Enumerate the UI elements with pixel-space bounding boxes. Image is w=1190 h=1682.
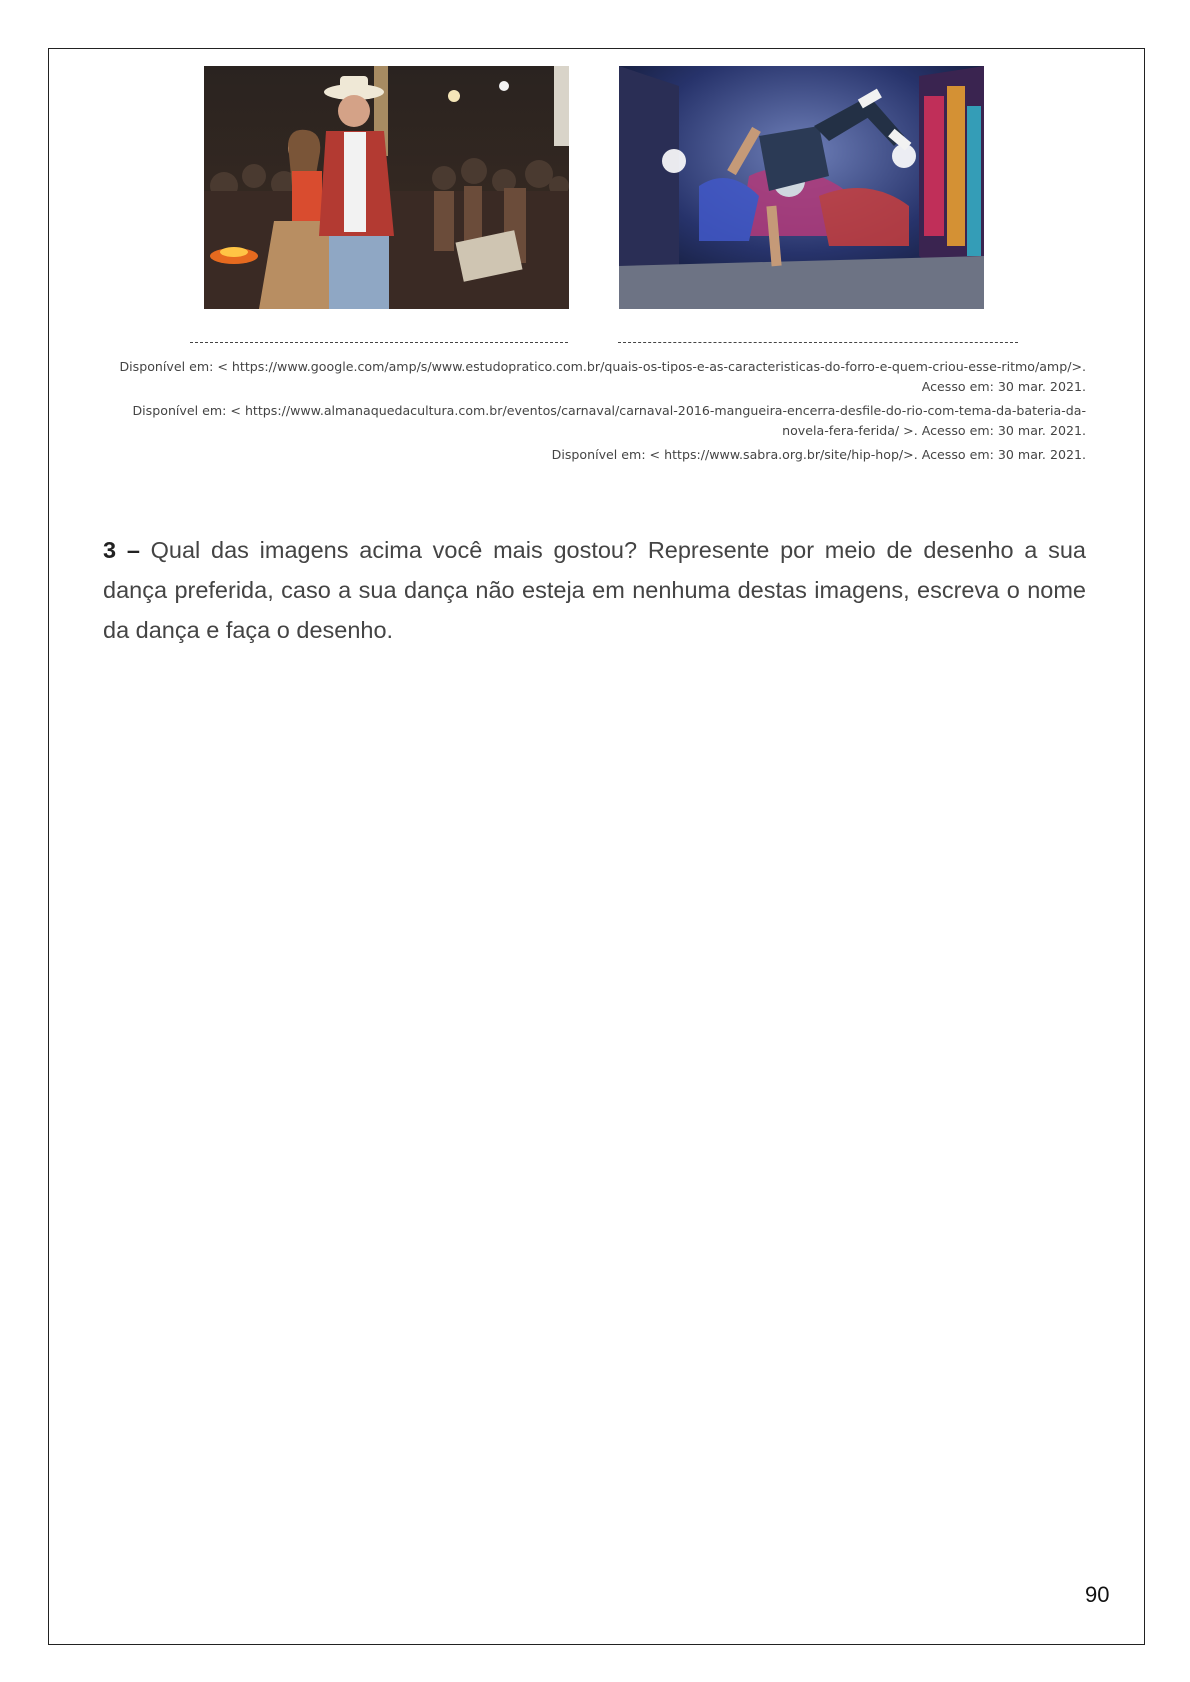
question-number: 3 – xyxy=(103,537,140,563)
source-citation: Disponível em: < https://www.almanaquedacultura.com.br/eventos/carnaval/carnaval-2016-mangueira-encerra-desfile-do-rio-com-tema-da-bateria-da-novela-fera-ferida/ >. Acesso em: 30 mar. 2021. xyxy=(132,403,1086,438)
image-sources xyxy=(86,357,1086,469)
answer-line-2 xyxy=(618,342,1018,343)
question-3 xyxy=(103,530,1086,650)
source-citation: Disponível em: < https://www.google.com/amp/s/www.estudopratico.com.br/quais-os-tipos-e-as-caracteristicas-do-forro-e-quem-criou-esse-ritmo/amp/>. Acesso em: 30 mar. 2021. xyxy=(119,359,1086,394)
forro-dancers-photo xyxy=(204,66,569,309)
hiphop-breakdancer-photo xyxy=(619,66,984,309)
page-number: 90 xyxy=(1085,1582,1110,1607)
source-citation: Disponível em: < https://www.sabra.org.br/site/hip-hop/>. Acesso em: 30 mar. 2021. xyxy=(551,447,1086,462)
answer-line-1 xyxy=(190,342,568,343)
question-text: Qual das imagens acima você mais gostou? Represente por meio de desenho a sua dança preferida, caso a sua dança não esteja em nenhuma destas imagens, escreva o nome da dança e faça o desenho. xyxy=(103,537,1086,643)
